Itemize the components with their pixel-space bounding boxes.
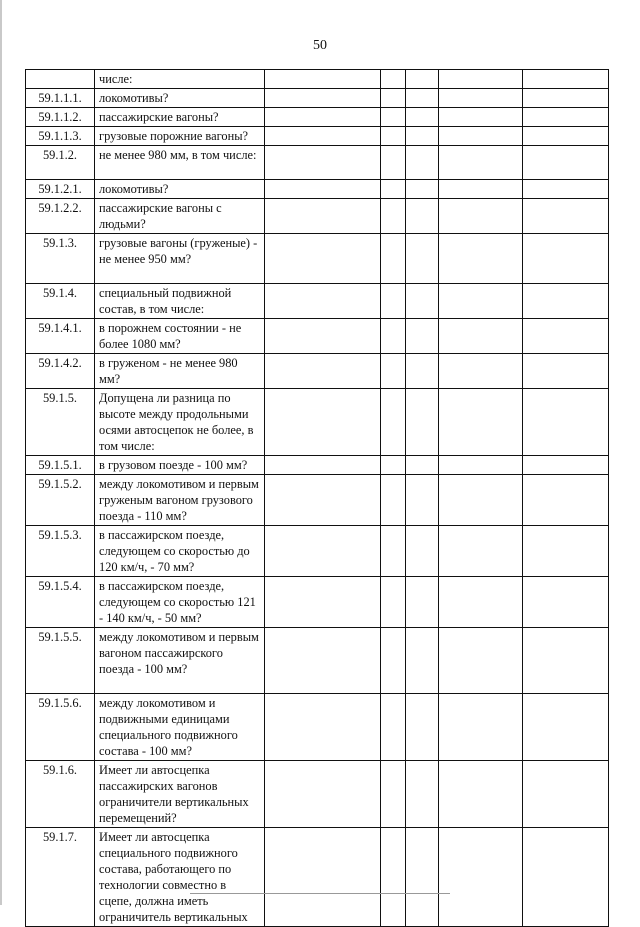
note-cell[interactable] — [523, 180, 609, 199]
answer-cell-na[interactable] — [406, 526, 439, 577]
page-number: 50 — [313, 38, 327, 53]
answer-cell-na[interactable] — [406, 127, 439, 146]
item-number: 59.1.5.1. — [26, 456, 95, 475]
table-row — [26, 234, 609, 284]
question-text: пассажирские вагоны? — [95, 108, 265, 127]
item-number: 59.1.5.2. — [26, 475, 95, 526]
answer-cell-na[interactable] — [406, 628, 439, 694]
answer-cell-no[interactable] — [381, 526, 406, 577]
requirement-cell[interactable] — [439, 354, 523, 389]
question-text: Допущена ли разница по высоте между продольными осями автосцепок не более, в том числе: — [95, 389, 265, 456]
answer-cell-yes[interactable] — [265, 456, 381, 475]
question-text: в пассажирском поезде, следующем со скоростью 121 - 140 км/ч, - 50 мм? — [95, 577, 265, 628]
note-cell[interactable] — [523, 146, 609, 180]
item-number: 59.1.2.2. — [26, 199, 95, 234]
item-number: 59.1.3. — [26, 234, 95, 284]
note-cell[interactable] — [523, 234, 609, 284]
answer-cell-yes[interactable] — [265, 199, 381, 234]
requirement-cell[interactable] — [439, 389, 523, 456]
answer-cell-yes[interactable] — [265, 284, 381, 319]
note-cell[interactable] — [523, 319, 609, 354]
requirement-cell[interactable] — [439, 199, 523, 234]
scan-left-edge — [0, 0, 2, 905]
question-text: не менее 980 мм, в том числе: — [95, 146, 265, 180]
question-text: пассажирские вагоны с людьми? — [95, 199, 265, 234]
answer-cell-na[interactable] — [406, 828, 439, 927]
note-cell[interactable] — [523, 89, 609, 108]
answer-cell-na[interactable] — [406, 89, 439, 108]
answer-cell-yes[interactable] — [265, 234, 381, 284]
answer-cell-na[interactable] — [406, 577, 439, 628]
requirement-cell[interactable] — [439, 108, 523, 127]
note-cell[interactable] — [523, 70, 609, 89]
answer-cell-no[interactable] — [381, 70, 406, 89]
requirement-cell[interactable] — [439, 475, 523, 526]
table-row — [26, 319, 609, 354]
question-text: между локомотивом и первым вагоном пассажирского поезда - 100 мм? — [95, 628, 265, 694]
answer-cell-na[interactable] — [406, 389, 439, 456]
table-row — [26, 146, 609, 180]
note-cell[interactable] — [523, 475, 609, 526]
answer-cell-yes[interactable] — [265, 108, 381, 127]
checklist-rows — [26, 70, 609, 927]
answer-cell-yes[interactable] — [265, 146, 381, 180]
answer-cell-na[interactable] — [406, 180, 439, 199]
answer-cell-no[interactable] — [381, 456, 406, 475]
table-row — [26, 180, 609, 199]
question-text: локомотивы? — [95, 89, 265, 108]
answer-cell-yes[interactable] — [265, 127, 381, 146]
answer-cell-no[interactable] — [381, 628, 406, 694]
answer-cell-na[interactable] — [406, 108, 439, 127]
answer-cell-yes[interactable] — [265, 761, 381, 828]
answer-cell-yes[interactable] — [265, 475, 381, 526]
item-number: 59.1.1.3. — [26, 127, 95, 146]
answer-cell-na[interactable] — [406, 319, 439, 354]
item-number: 59.1.5.3. — [26, 526, 95, 577]
answer-cell-yes[interactable] — [265, 319, 381, 354]
table-row — [26, 456, 609, 475]
answer-cell-yes[interactable] — [265, 354, 381, 389]
answer-cell-no[interactable] — [381, 284, 406, 319]
table-row — [26, 70, 609, 89]
note-cell[interactable] — [523, 526, 609, 577]
note-cell[interactable] — [523, 828, 609, 927]
requirement-cell[interactable] — [439, 180, 523, 199]
question-text: специальный подвижной состав, в том числе: — [95, 284, 265, 319]
requirement-cell[interactable] — [439, 146, 523, 180]
answer-cell-no[interactable] — [381, 389, 406, 456]
note-cell[interactable] — [523, 389, 609, 456]
question-text: грузовые вагоны (груженые) - не менее 950 мм? — [95, 234, 265, 284]
answer-cell-yes[interactable] — [265, 180, 381, 199]
item-number: 59.1.5.4. — [26, 577, 95, 628]
table-row — [26, 526, 609, 577]
item-number: 59.1.4. — [26, 284, 95, 319]
table-row — [26, 127, 609, 146]
requirement-cell[interactable] — [439, 526, 523, 577]
item-number: 59.1.2. — [26, 146, 95, 180]
answer-cell-yes[interactable] — [265, 70, 381, 89]
requirement-cell[interactable] — [439, 577, 523, 628]
checklist-table — [25, 69, 609, 927]
table-row — [26, 354, 609, 389]
note-cell[interactable] — [523, 199, 609, 234]
requirement-cell[interactable] — [439, 319, 523, 354]
item-number: 59.1.4.1. — [26, 319, 95, 354]
note-cell[interactable] — [523, 761, 609, 828]
answer-cell-na[interactable] — [406, 694, 439, 761]
item-number: 59.1.1.2. — [26, 108, 95, 127]
table-row — [26, 761, 609, 828]
table-row — [26, 694, 609, 761]
requirement-cell[interactable] — [439, 456, 523, 475]
requirement-cell[interactable] — [439, 127, 523, 146]
note-cell[interactable] — [523, 577, 609, 628]
note-cell[interactable] — [523, 456, 609, 475]
table-row — [26, 284, 609, 319]
item-number: 59.1.5.6. — [26, 694, 95, 761]
answer-cell-no[interactable] — [381, 354, 406, 389]
answer-cell-no[interactable] — [381, 828, 406, 927]
footer-rule — [190, 893, 450, 894]
table-row — [26, 577, 609, 628]
answer-cell-no[interactable] — [381, 180, 406, 199]
item-number: 59.1.5.5. — [26, 628, 95, 694]
question-text: между локомотивом и подвижными единицами специального подвижного состава - 100 мм? — [95, 694, 265, 761]
requirement-cell[interactable] — [439, 284, 523, 319]
item-number: 59.1.6. — [26, 761, 95, 828]
answer-cell-na[interactable] — [406, 199, 439, 234]
answer-cell-yes[interactable] — [265, 694, 381, 761]
answer-cell-yes[interactable] — [265, 577, 381, 628]
item-number — [26, 70, 95, 89]
answer-cell-yes[interactable] — [265, 389, 381, 456]
requirement-cell[interactable] — [439, 234, 523, 284]
answer-cell-no[interactable] — [381, 108, 406, 127]
question-text: Имеет ли автосцепка специального подвижного состава, работающего по технологии совместно в сцепе, должна иметь ограничитель вертикальных — [95, 828, 265, 927]
item-number: 59.1.7. — [26, 828, 95, 927]
table-row — [26, 199, 609, 234]
requirement-cell[interactable] — [439, 628, 523, 694]
question-text: Имеет ли автосцепка пассажирских вагонов ограничители вертикальных перемещений? — [95, 761, 265, 828]
requirement-cell[interactable] — [439, 694, 523, 761]
answer-cell-na[interactable] — [406, 475, 439, 526]
table-row — [26, 628, 609, 694]
question-text: грузовые порожние вагоны? — [95, 127, 265, 146]
answer-cell-na[interactable] — [406, 761, 439, 828]
question-text: в грузовом поезде - 100 мм? — [95, 456, 265, 475]
item-number: 59.1.1.1. — [26, 89, 95, 108]
note-cell[interactable] — [523, 628, 609, 694]
requirement-cell[interactable] — [439, 828, 523, 927]
question-text: в пассажирском поезде, следующем со скоростью до 120 км/ч, - 70 мм? — [95, 526, 265, 577]
answer-cell-yes[interactable] — [265, 526, 381, 577]
answer-cell-no[interactable] — [381, 89, 406, 108]
answer-cell-na[interactable] — [406, 70, 439, 89]
table-row — [26, 475, 609, 526]
question-text: в груженом - не менее 980 мм? — [95, 354, 265, 389]
answer-cell-no[interactable] — [381, 199, 406, 234]
answer-cell-na[interactable] — [406, 354, 439, 389]
answer-cell-no[interactable] — [381, 127, 406, 146]
requirement-cell[interactable] — [439, 70, 523, 89]
answer-cell-no[interactable] — [381, 146, 406, 180]
item-number: 59.1.2.1. — [26, 180, 95, 199]
question-text: локомотивы? — [95, 180, 265, 199]
answer-cell-no[interactable] — [381, 761, 406, 828]
question-text: числе: — [95, 70, 265, 89]
requirement-cell[interactable] — [439, 761, 523, 828]
note-cell[interactable] — [523, 354, 609, 389]
answer-cell-na[interactable] — [406, 456, 439, 475]
answer-cell-no[interactable] — [381, 234, 406, 284]
question-text: между локомотивом и первым груженым вагоном грузового поезда - 110 мм? — [95, 475, 265, 526]
answer-cell-na[interactable] — [406, 284, 439, 319]
answer-cell-no[interactable] — [381, 694, 406, 761]
item-number: 59.1.5. — [26, 389, 95, 456]
answer-cell-yes[interactable] — [265, 89, 381, 108]
note-cell[interactable] — [523, 694, 609, 761]
answer-cell-na[interactable] — [406, 146, 439, 180]
answer-cell-no[interactable] — [381, 475, 406, 526]
note-cell[interactable] — [523, 127, 609, 146]
table-row — [26, 828, 609, 927]
table-row — [26, 89, 609, 108]
item-number: 59.1.4.2. — [26, 354, 95, 389]
answer-cell-no[interactable] — [381, 577, 406, 628]
table-row — [26, 389, 609, 456]
note-cell[interactable] — [523, 108, 609, 127]
question-text: в порожнем состоянии - не более 1080 мм? — [95, 319, 265, 354]
requirement-cell[interactable] — [439, 89, 523, 108]
note-cell[interactable] — [523, 284, 609, 319]
answer-cell-na[interactable] — [406, 234, 439, 284]
answer-cell-no[interactable] — [381, 319, 406, 354]
table-row — [26, 108, 609, 127]
answer-cell-yes[interactable] — [265, 828, 381, 927]
answer-cell-yes[interactable] — [265, 628, 381, 694]
